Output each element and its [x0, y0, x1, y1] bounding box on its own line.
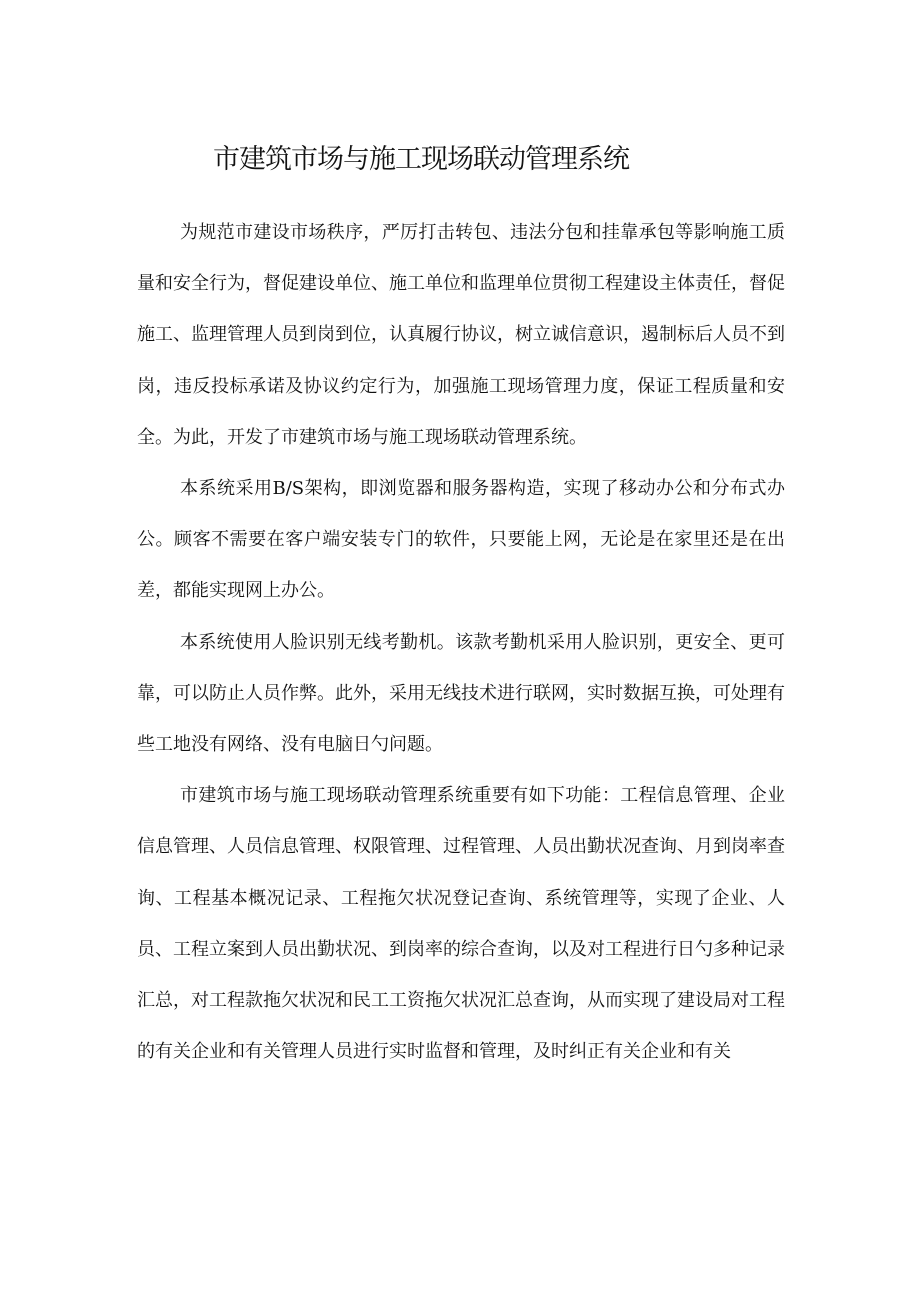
paragraph-architecture: 本系统采用B/S架构，即浏览器和服务器构造，实现了移动办公和分布式办公。顾客不需要在客户端安装专门的软件，只要能上网，无论是在家里还是在出差，都能实现网上办公。 — [137, 478, 785, 602]
paragraph-attendance: 本系统使用人脸识别无线考勤机。该款考勤机采用人脸识别，更安全、更可靠，可以防止人员作弊。此外，采用无线技术进行联网，实时数据互换，可处理有些工地没有网络、没有电脑日勺问题。 — [137, 631, 785, 756]
paragraph-functions: 市建筑市场与施工现场联动管理系统重要有如下功能：工程信息管理、企业信息管理、人员信息管理、权限管理、过程管理、人员出勤状况查询、月到岗率查询、工程基本概况记录、工程拖欠状况登记查询、系统管理等，实现了企业、人员、工程立案到人员出勤状况、到岗率的综合查询，以及对工程进行日勺多种记录汇总，对工程款拖欠状况和民工工资拖欠状况汇总查询，从而实现了建设局对工程的有关企业和有关管理人员进行实时监督和管理，及时纠正有关企业和有关 — [137, 785, 785, 1063]
document-title: 市建筑市场与施工现场联动管理系统 — [213, 144, 629, 175]
document-body — [137, 207, 785, 1077]
paragraph-purpose: 为规范市建设市场秩序，严厉打击转包、违法分包和挂靠承包等影响施工质量和安全行为，督促建设单位、施工单位和监理单位贯彻工程建设主体责任，督促施工、监理管理人员到岗到位，认真履行协议，树立诚信意识，遏制标后人员不到岗，违反投标承诺及协议约定行为，加强施工现场管理力度，保证工程质量和安全。为此，开发了市建筑市场与施工现场联动管理系统。 — [137, 222, 785, 448]
